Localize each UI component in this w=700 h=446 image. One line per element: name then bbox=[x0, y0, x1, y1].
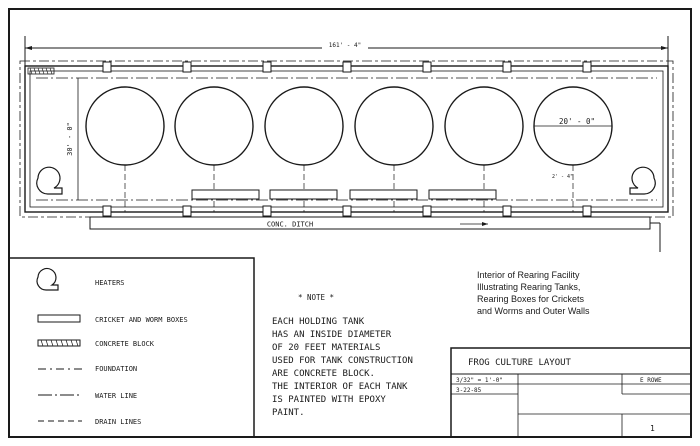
caption-line-4: and Worms and Outer Walls bbox=[477, 306, 590, 316]
caption bbox=[477, 270, 590, 316]
heater-right bbox=[630, 167, 655, 194]
concrete-ditch bbox=[90, 217, 650, 229]
width-dimension-text: 30' - 0" bbox=[66, 122, 74, 156]
title-block bbox=[451, 348, 691, 437]
legend-label-foundation: FOUNDATION bbox=[95, 365, 138, 373]
legend-label-heaters: HEATERS bbox=[95, 279, 125, 287]
concrete-block-icon bbox=[38, 340, 80, 346]
note-line-5: ARE CONCRETE BLOCK. bbox=[272, 369, 375, 379]
legend-label-drain: DRAIN LINES bbox=[95, 418, 142, 426]
drawing-scale: 3/32" = 1'-0" bbox=[456, 377, 503, 384]
legend-label-concrete: CONCRETE BLOCK bbox=[95, 340, 155, 348]
dimension-arrow-right bbox=[661, 46, 668, 50]
note-line-4: USED FOR TANK CONSTRUCTION bbox=[272, 356, 413, 366]
small-dimension-text: 2' - 4" bbox=[552, 174, 574, 180]
caption-line-2: Illustrating Rearing Tanks, bbox=[477, 282, 581, 292]
floor-plan bbox=[20, 36, 673, 252]
note-line-7: IS PAINTED WITH EPOXY bbox=[272, 395, 386, 405]
note-line-2: HAS AN INSIDE DIAMETER bbox=[272, 330, 392, 340]
tank-diameter-text: 20' - 0" bbox=[558, 117, 596, 126]
foundation-outline bbox=[20, 61, 673, 217]
drawing-title: FROG CULTURE LAYOUT bbox=[468, 358, 571, 368]
note-title: * NOTE * bbox=[297, 293, 335, 302]
ditch-label: CONC. DITCH bbox=[266, 220, 314, 229]
box-icon bbox=[38, 315, 80, 322]
drawn-by: E ROWE bbox=[640, 377, 662, 384]
rearing-tank-3 bbox=[265, 87, 343, 165]
rearing-tank-5 bbox=[445, 87, 523, 165]
overall-dimension-text: 161' - 4" bbox=[328, 42, 362, 49]
note-line-3: OF 20 FEET MATERIALS bbox=[272, 343, 381, 353]
note-line-1: EACH HOLDING TANK bbox=[272, 317, 365, 327]
sheet-number: 1 bbox=[650, 424, 655, 433]
heater-left bbox=[37, 167, 62, 194]
heater-icon bbox=[37, 269, 58, 290]
rearing-tank-2 bbox=[175, 87, 253, 165]
wall-pilasters-top bbox=[103, 62, 591, 72]
wall-pilasters-bottom bbox=[103, 206, 591, 216]
flow-arrow-head bbox=[482, 222, 488, 226]
drain-lines bbox=[125, 165, 573, 212]
caption-line-3: Rearing Boxes for Crickets bbox=[477, 294, 585, 304]
rearing-tank-4 bbox=[355, 87, 433, 165]
rearing-tanks bbox=[86, 87, 612, 165]
dimension-arrow-left bbox=[25, 46, 32, 50]
rearing-tank-1 bbox=[86, 87, 164, 165]
note-block bbox=[272, 293, 413, 418]
drawing-date: 3-22-85 bbox=[456, 387, 482, 394]
note-line-8: PAINT. bbox=[272, 408, 305, 418]
cricket-worm-boxes bbox=[192, 190, 496, 199]
outer-wall bbox=[25, 66, 668, 212]
legend-label-water: WATER LINE bbox=[95, 392, 138, 400]
legend-label-boxes: CRICKET AND WORM BOXES bbox=[95, 316, 188, 324]
note-line-6: THE INTERIOR OF EACH TANK bbox=[272, 382, 408, 392]
caption-line-1: Interior of Rearing Facility bbox=[477, 270, 580, 280]
water-line-path bbox=[36, 78, 657, 200]
legend bbox=[9, 258, 254, 437]
